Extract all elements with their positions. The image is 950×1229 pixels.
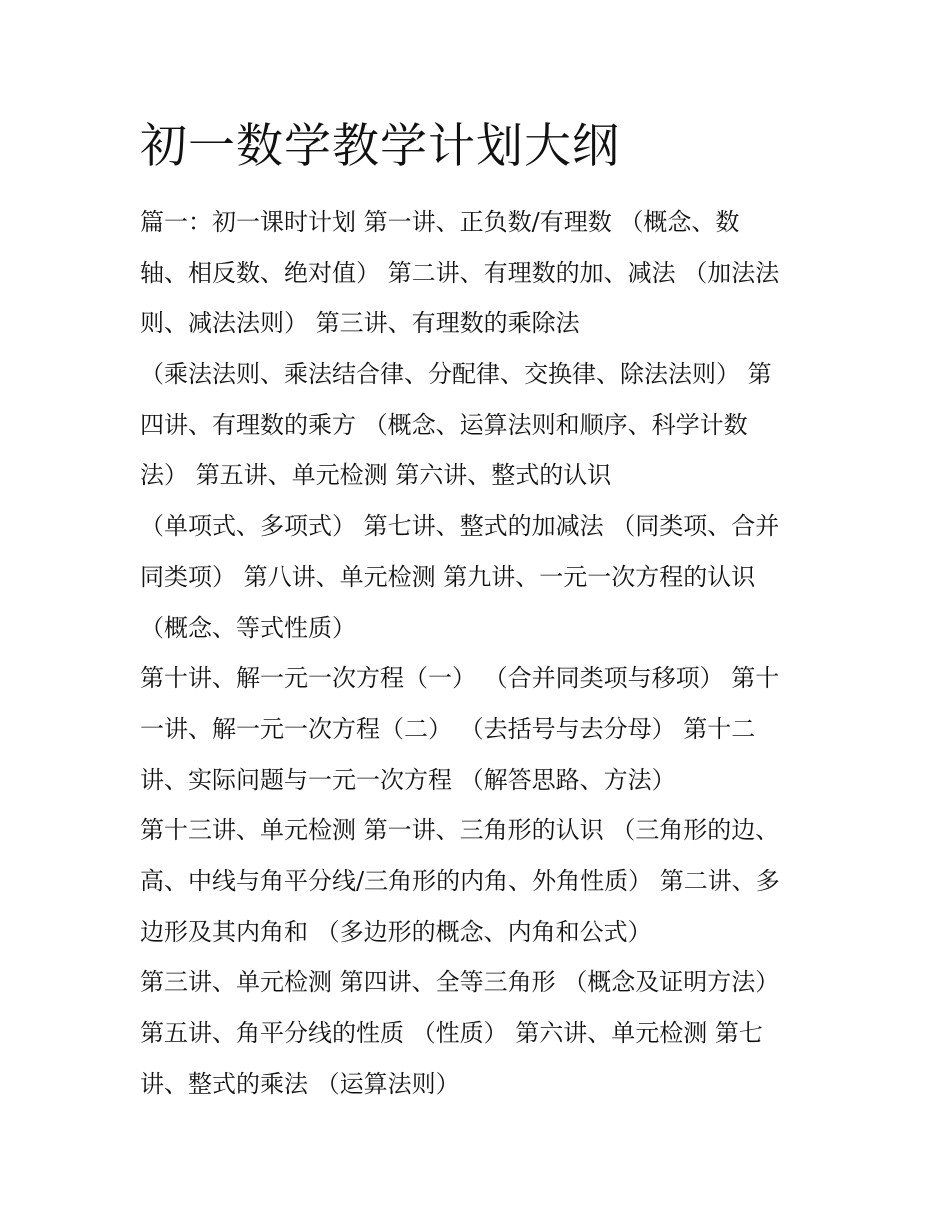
text-line: （单项式、多项式） 第七讲、整式的加减法 （同类项、合并	[140, 512, 780, 541]
text-line: 篇一：初一课时计划 第一讲、正负数/有理数 （概念、数	[140, 208, 740, 236]
text-line: 同类项） 第八讲、单元检测 第九讲、一元一次方程的认识	[140, 562, 756, 591]
text-line: 边形及其内角和 （多边形的概念、内角和公式）	[140, 917, 652, 946]
text-line: 第十讲、解一元一次方程（一） （合并同类项与移项） 第十	[140, 664, 780, 693]
text-line: 则、减法法则） 第三讲、有理数的乘除法	[140, 309, 580, 338]
text-line: 四讲、有理数的乘方 （概念、运算法则和顺序、科学计数	[140, 410, 748, 439]
text-line: 第十三讲、单元检测 第一讲、三角形的认识 （三角形的边、	[140, 816, 780, 845]
text-line: 第五讲、角平分线的性质 （性质） 第六讲、单元检测 第七	[140, 1019, 763, 1047]
text-line: 高、中线与角平分线/三角形的内角、外角性质） 第二讲、多	[140, 866, 780, 895]
text-line: 法） 第五讲、单元检测 第六讲、整式的认识	[140, 461, 612, 490]
text-line: 讲、实际问题与一元一次方程 （解答思路、方法）	[140, 765, 676, 794]
text-line: 讲、整式的乘法 （运算法则）	[140, 1069, 460, 1098]
text-line: 轴、相反数、绝对值） 第二讲、有理数的加、减法 （加法法	[140, 258, 780, 287]
text-line: 一讲、解一元一次方程（二） （去括号与去分母） 第十二	[140, 714, 756, 743]
document-body	[140, 197, 820, 1109]
text-line: （概念、等式性质）	[140, 613, 356, 642]
text-line: （乘法法则、乘法结合律、分配律、交换律、除法法则） 第	[140, 360, 772, 389]
text-line: 第三讲、单元检测 第四讲、全等三角形 （概念及证明方法）	[140, 968, 780, 997]
document-title: 初一数学教学计划大纲	[140, 119, 620, 174]
